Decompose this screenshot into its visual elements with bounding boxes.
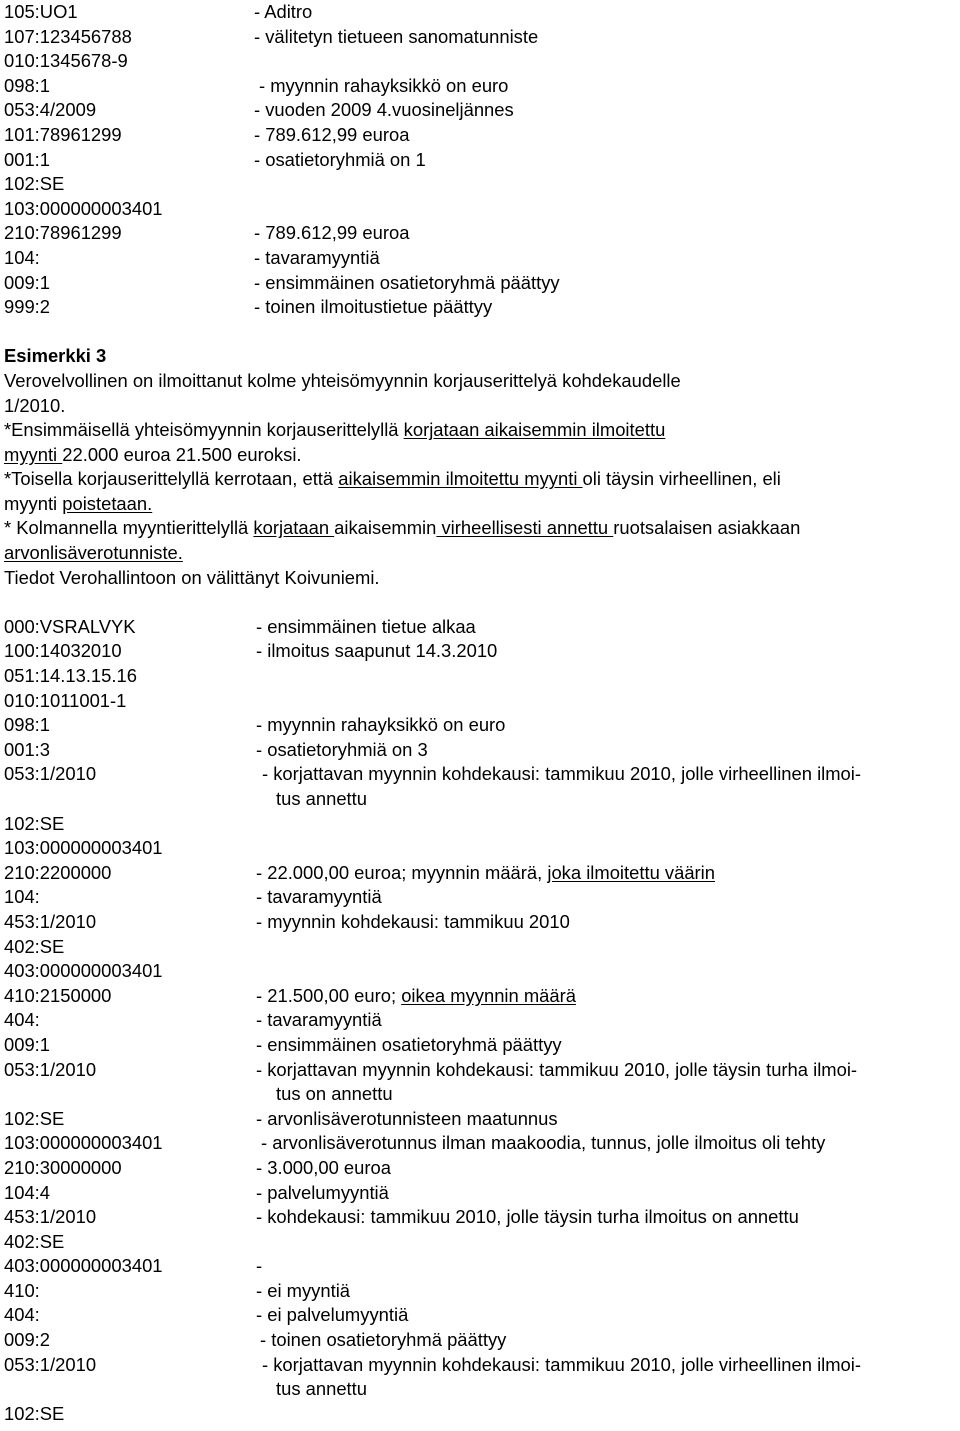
record-row (4, 1008, 956, 1033)
record-code: 104:4 (4, 1181, 51, 1203)
record-block-1 (4, 0, 956, 320)
record-row (4, 148, 956, 173)
record-row (4, 1254, 956, 1279)
record-description: - ensimmäinen osatietoryhmä päättyy (254, 271, 560, 293)
record-row (4, 689, 956, 714)
record-description: - osatietoryhmiä on 3 (256, 738, 428, 760)
example-paragraph-4: Tiedot Verohallintoon on välittänyt Koivuniemi. (4, 566, 380, 588)
record-row (4, 762, 956, 787)
record-row (4, 861, 956, 886)
record-row (4, 295, 956, 320)
record-code: 102:SE (4, 173, 65, 195)
record-description: - välitetyn tietueen sanomatunniste (254, 25, 539, 47)
record-code: 403:000000003401 (4, 1255, 163, 1277)
record-code: 010:1345678-9 (4, 50, 128, 72)
record-code: 103:000000003401 (4, 197, 163, 219)
record-row (4, 1131, 956, 1156)
record-description: - ei myyntiä (256, 1279, 351, 1301)
record-row (4, 639, 956, 664)
record-code: 453:1/2010 (4, 1206, 97, 1228)
example-paragraph-2-line-1: *Toisella korjauserittelyllä kerrotaan, että aikaisemmin ilmoitettu myynti oli täysin virheellinen, eli (4, 468, 781, 490)
record-row (4, 836, 956, 861)
record-description: - arvonlisäverotunnus ilman maakoodia, tunnus, jolle ilmoitus oli tehty (261, 1132, 826, 1154)
record-description: - 3.000,00 euroa (256, 1156, 391, 1178)
record-row (4, 935, 956, 960)
record-code: 210:2200000 (4, 861, 112, 883)
record-code: 010:1011001-1 (4, 689, 127, 711)
record-description: - arvonlisäverotunnisteen maatunnus (256, 1107, 558, 1129)
example-paragraph-3-line-1: * Kolmannella myyntierittelyllä korjataan aikaisemmin virheellisesti annettu ruotsalaisen asiakkaan (4, 517, 801, 539)
record-code: 101:78961299 (4, 123, 122, 145)
record-row (4, 738, 956, 763)
record-row-continuation: tus annettu (276, 788, 368, 809)
record-description: - korjattavan myynnin kohdekausi: tammikuu 2010, jolle virheellinen ilmoi- (262, 1353, 861, 1375)
record-row (4, 1058, 956, 1083)
record-row (4, 885, 956, 910)
record-description: - ensimmäinen tietue alkaa (256, 615, 476, 637)
record-row (4, 1353, 956, 1378)
record-code: 001:3 (4, 738, 51, 760)
record-code: 210:78961299 (4, 222, 122, 244)
example-title: Esimerkki 3 (4, 345, 107, 367)
record-block-2 (4, 615, 956, 1427)
record-code: 102:SE (4, 1402, 65, 1424)
record-description: - myynnin rahayksikkö on euro (259, 74, 509, 96)
record-code: 210:30000000 (4, 1156, 122, 1178)
record-row (4, 74, 956, 99)
record-row (4, 221, 956, 246)
record-row (4, 172, 956, 197)
record-description: - kohdekausi: tammikuu 2010, jolle täysin turha ilmoitus on annettu (256, 1206, 799, 1228)
record-description: - 789.612,99 euroa (254, 222, 410, 244)
record-row (4, 1402, 956, 1427)
record-code: 104: (4, 246, 40, 268)
record-code: 999:2 (4, 296, 51, 318)
record-code: 001:1 (4, 148, 51, 170)
record-description: - korjattavan myynnin kohdekausi: tammikuu 2010, jolle virheellinen ilmoi- (262, 763, 861, 785)
record-row (4, 1303, 956, 1328)
record-row (4, 959, 956, 984)
record-code: 009:1 (4, 1033, 51, 1055)
record-description: - toinen ilmoitustietue päättyy (254, 296, 493, 318)
record-code: 403:000000003401 (4, 960, 163, 982)
record-row (4, 98, 956, 123)
record-row-continuation: tus on annettu (276, 1083, 393, 1105)
record-code: 410: (4, 1279, 40, 1301)
record-row (4, 1181, 956, 1206)
record-description: - (256, 1255, 263, 1277)
record-code: 009:2 (4, 1329, 51, 1351)
record-code: 105:UO1 (4, 1, 78, 22)
record-code: 053:1/2010 (4, 763, 97, 785)
record-code: 051:14.13.15.16 (4, 665, 137, 687)
example-paragraph-3-line-2: arvonlisäverotunniste. (4, 542, 183, 564)
record-row (4, 1205, 956, 1230)
record-row (4, 1033, 956, 1058)
record-code: 053:1/2010 (4, 1058, 97, 1080)
record-row (4, 910, 956, 935)
record-code: 098:1 (4, 714, 51, 736)
record-description: - myynnin kohdekausi: tammikuu 2010 (256, 910, 570, 932)
record-description: - myynnin rahayksikkö on euro (256, 714, 506, 736)
record-code: 053:4/2009 (4, 99, 97, 121)
record-row (4, 0, 956, 25)
record-row (4, 197, 956, 222)
record-code: 107:123456788 (4, 25, 132, 47)
record-code: 103:000000003401 (4, 837, 163, 859)
record-description: - toinen osatietoryhmä päättyy (260, 1329, 507, 1351)
record-description: - osatietoryhmiä on 1 (254, 148, 426, 170)
record-description: - tavaramyyntiä (256, 886, 382, 908)
record-code: 000:VSRALVYK (4, 615, 136, 637)
record-row (4, 123, 956, 148)
record-code: 404: (4, 1304, 40, 1326)
record-description: - palvelumyyntiä (256, 1181, 389, 1203)
record-row (4, 615, 956, 640)
record-row (4, 1230, 956, 1255)
record-row (4, 246, 956, 271)
example-paragraph-1-line-1: *Ensimmäisellä yhteisömyynnin korjauserittelyllä korjataan aikaisemmin ilmoitettu (4, 419, 666, 441)
record-description: - Aditro (254, 1, 313, 22)
record-code: 053:1/2010 (4, 1353, 97, 1375)
record-description: - ensimmäinen osatietoryhmä päättyy (256, 1033, 562, 1055)
example-paragraph-1-line-2: myynti 22.000 euroa 21.500 euroksi. (4, 443, 302, 465)
record-code: 103:000000003401 (4, 1132, 163, 1154)
record-description: - 21.500,00 euro; oikea myynnin määrä (256, 984, 576, 1006)
record-code: 102:SE (4, 1107, 65, 1129)
record-description: - korjattavan myynnin kohdekausi: tammikuu 2010, jolle täysin turha ilmoi- (256, 1058, 858, 1080)
record-row (4, 1107, 956, 1132)
record-code: 009:1 (4, 271, 51, 293)
record-description: - vuoden 2009 4.vuosineljännes (254, 99, 514, 121)
record-row (4, 713, 956, 738)
record-row (4, 25, 956, 50)
record-code: 102:SE (4, 812, 65, 834)
record-code: 104: (4, 886, 40, 908)
record-row (4, 271, 956, 296)
record-row (4, 49, 956, 74)
record-description: - ilmoitus saapunut 14.3.2010 (256, 640, 498, 662)
record-row (4, 1279, 956, 1304)
record-description: - ei palvelumyyntiä (256, 1304, 409, 1326)
record-code: 100:14032010 (4, 640, 122, 662)
document-page (4, 0, 956, 1426)
record-description: - 789.612,99 euroa (254, 123, 410, 145)
record-code: 404: (4, 1009, 40, 1031)
record-row (4, 1328, 956, 1353)
example-paragraph-2-line-2: myynti poistetaan. (4, 492, 153, 514)
record-code: 098:1 (4, 74, 51, 96)
record-code: 410:2150000 (4, 984, 112, 1006)
record-description: - 22.000,00 euroa; myynnin määrä, joka ilmoitettu väärin (256, 861, 715, 883)
record-row-continuation: tus annettu (276, 1378, 368, 1400)
record-row (4, 664, 956, 689)
record-row (4, 812, 956, 837)
record-description: - tavaramyyntiä (256, 1009, 382, 1031)
record-row (4, 984, 956, 1009)
record-code: 453:1/2010 (4, 910, 97, 932)
record-code: 402:SE (4, 935, 65, 957)
example-intro-line-1: Verovelvollinen on ilmoittanut kolme yhteisömyynnin korjauserittelyä kohdekaudelle (4, 369, 681, 391)
record-row (4, 1156, 956, 1181)
example-intro-line-2: 1/2010. (4, 394, 66, 416)
record-code: 402:SE (4, 1230, 65, 1252)
record-description: - tavaramyyntiä (254, 246, 380, 268)
